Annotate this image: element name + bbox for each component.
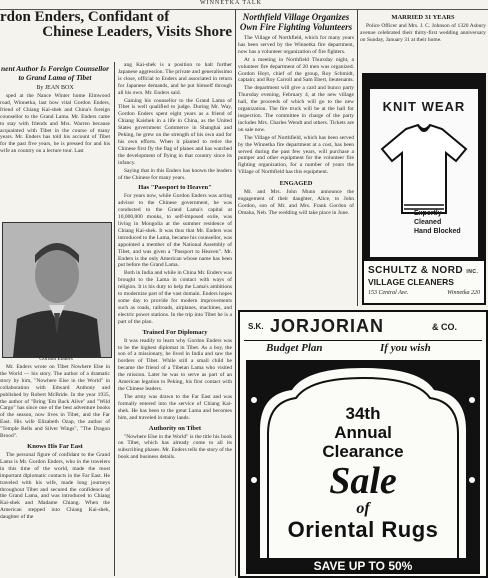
- paragraph: It was readily to learn why Gordon Enders was to be the highest diplomat in Tibet. As a boy, the son of a missionary, he lived in India and saw the borders of Tibet. While still a small child he became the friend of a Tibetan Lama who visited the mission. Later he was to serve as part of an American legation to Peking, his first contact with the Chinese leaders.: [118, 337, 232, 392]
- paragraph: ang Kai-shek is a position to halt further Japanese aggression. The private and generalissimo is close, official to Enders and associated in return for Japanese demands, and he put himself through all his own. Mr. Enders said.: [118, 62, 232, 96]
- rug-ad-brand: JORJORIAN: [270, 316, 385, 336]
- subhead-far-east: Knows His Far East: [27, 442, 83, 450]
- subhead-authority: Authority on Tibet: [148, 424, 202, 432]
- paragraph: "Nowhere Else in the World" is the title his book on Tibet, which has already come to all its subscribing phases. Mr. Enders tells the story of the book and business details.: [118, 433, 232, 461]
- sweater-icon: [370, 121, 478, 221]
- rug-ad-bottom: SAVE UP TO 50%: [246, 558, 480, 574]
- subhead-diplomacy: Trained For Diplomacy: [142, 328, 208, 336]
- paragraph: Gaining his counsellor to the Grand Lama of Tibet is well qualified to judge. During Mr. Way, Gordon Enders spent eight years as a friend of Chiang Kaishek in a life in China, as the United States government Commerce in Shanghai and Peking, he grew on the strength of his own and for his own efforts. When it planted to retire the Chinese first fly the flag of planes and has watched the development of flying in that country since its infancy.: [118, 97, 232, 166]
- company-line-2: VILLAGE CLEANERS: [368, 277, 454, 287]
- paragraph: The army was drawn to the Far East and was formally entered into the service of Chiang Kai-shek. He has been to the great Lama and becomes him, and traveled in many lands.: [118, 393, 232, 421]
- paragraph: The Village of Northfield, which for many years has been served by the Winnetka fire department, now has a volunteer organization of fire fighters.: [238, 35, 354, 55]
- headline-line-2: Chinese Leaders, Visits Shore: [42, 24, 232, 40]
- married-head: MARRIED 31 YEARS: [391, 14, 455, 21]
- main-article-col-1b: [0, 364, 110, 576]
- rug-ad-line-2: Annual: [334, 423, 392, 442]
- paragraph: For years now, while Gordon Enders was acting advisor to the Chinese government, he was conducted to the Grand Lama's capital at 10,000,000 monks, to self-imposed exile, was living in Mongolia at the summer residence of Chiang Kai-shek. It was thus that Mr. Enders was introduced to the Lama, became his counsellor, was appointed a member of the National Assembly of Tibet, and was given a "Passport to Heaven". Mr. Enders is the only American whose name has been put before the Grand Lama.: [118, 193, 232, 269]
- rug-ad-subheader: [244, 342, 482, 358]
- knit-ad-title: KNIT WEAR: [382, 99, 466, 114]
- knit-ad-dark-panel: [364, 75, 484, 261]
- oriental-rugs-ad: [238, 310, 488, 578]
- company-suffix: INC.: [466, 269, 479, 275]
- photo-caption: Gordon Enders: [39, 356, 73, 362]
- column-rule: [235, 10, 236, 576]
- knit-ad-contact: [368, 290, 480, 296]
- rug-ad-header: [244, 316, 482, 341]
- masthead: [0, 0, 488, 10]
- paragraph: sped at the Nance Winter home Elmwood road, Winnetka, last how vital Gordon Enders, friend of Chiang Kai-shek and China's foreign counsellor to the Grand Lama. Mr. Enders came to stay with friends and Mrs. Warren because acquainted with Tibet in the course of many years. Mr. Enders has told his account of Tibet for the past five years, he is pressed for and his wife an country on a lecture tour. Last: [0, 93, 110, 155]
- paragraph: Police Officer and Mrs. J. C. Johnson of 1320 Asbury avenue celebrated their thirty-first wedding anniversary on Sunday, January 31 at their home.: [360, 23, 486, 43]
- northfield-article: [238, 12, 354, 312]
- main-headline-block: [0, 10, 232, 58]
- knit-ad-illustration-panel: [370, 89, 478, 257]
- northfield-headline: Northfield Village Organizes Own Fire Fighting Volunteers: [239, 12, 353, 32]
- paragraph: Mr. Enders wrote on Tibet Nowhere Else in the World — his story. The author of a dramatic story by him, "Nowhere Else in the World" in collaboration with Edward Anthony and published by Robert McBride. In the year 1935, the author of "Bring 'Em Back Alive" and "Wild Cargo" has since one of the best adventure books of the season, now lives in Tibet, and the Far East. His wife Elizabeth Ozap, the author of "Temple Bells and Silver Wings", "The Dragon Brood".: [0, 364, 110, 440]
- rug-ad-copy: [270, 404, 456, 543]
- column-rule: [114, 62, 115, 576]
- knit-wear-ad: [362, 73, 486, 305]
- rug-ad-brand-suffix: & CO.: [432, 322, 458, 332]
- main-article-col-2: [118, 62, 232, 576]
- paragraph: Both in India and while in China Mr. Enders was brought to the Lama in contact with ways of religion. It is his duty to help the Lama's ambitions to modernize part of the vast domain. Enders hopes some day to provide for modern improvements such as roads, railroads, airplanes, machines, and electric power stations. In the trip into Tibet he is a part of the plan.: [118, 270, 232, 325]
- company-address: 153 Central Ave.: [368, 290, 409, 296]
- rug-ad-initials: S.K.: [248, 322, 264, 331]
- paragraph: Mr. and Mrs. John Munn announce the engagement of their daughter, Alice, to John Gordon, son of Mr. and Mrs. Frank Gordon of Omaha, Neb. The wedding will take place in June.: [238, 189, 354, 216]
- col1-text: [0, 93, 110, 155]
- knit-ad-line-3: Hand Blocked: [414, 228, 461, 235]
- rug-ad-line-1: 34th: [345, 404, 381, 423]
- knit-ad-copy: [414, 209, 476, 236]
- company-name: SCHULTZ & NORD: [368, 265, 464, 276]
- portrait-illustration: [3, 223, 111, 357]
- rug-ad-line-3: Clearance: [322, 442, 404, 461]
- paragraph: The department will give a card and bunco party Thursday evening, February 4, at the new village hall, the proceeds of which will go to the new organization. The fire truck will be at the hall for inspection. The committee in charge of the party includes Mrs. Charles Wendt and others. Tickets are on sale now.: [238, 85, 354, 133]
- gordon-enders-photo: [2, 222, 112, 358]
- column-rule: [357, 10, 358, 306]
- knit-ad-line-2: Cleaned: [414, 219, 442, 226]
- masthead-title: WINNETKA TALK: [200, 0, 262, 6]
- engaged-head: ENGAGED: [279, 180, 313, 188]
- married-notice: [360, 12, 486, 72]
- rug-ad-budget: Budget Plan: [266, 342, 323, 354]
- main-deck: nent Author Is Foreign Counsellor to Grand Lama of Tibet: [0, 64, 110, 82]
- knit-ad-line-1: Expertly: [414, 210, 442, 217]
- rug-ad-line-4: Sale: [329, 460, 397, 502]
- rug-ad-line-6: Oriental Rugs: [287, 517, 439, 542]
- company-phone: Winnetka 220: [447, 290, 480, 296]
- paragraph: The Village of Northfield, which has been served by the Winnetka fire department at a cost, has been served during the past few years, will purchase a pumper and other equipment for the volunteer fire fighting organization, for a number of years the Village of Northfield has this equipment.: [238, 134, 354, 176]
- rug-ad-if-you-wish: If you wish: [380, 342, 431, 354]
- subhead-passport: Has "Passport to Heaven": [138, 184, 212, 192]
- main-article-col-1: [0, 62, 110, 222]
- rug-ad-line-5: of: [356, 500, 370, 517]
- paragraph: The personal figure of confidant to the Grand Lama is Mr. Gordon Enders, who in the travelers in this time of the world, made the most important diplomatic contacts in the Far East. He traveled with his wife, made long journeys throughout Tibet and secured the confidence of the Grand Lama, and was introduced to Chiang Kai-shek and Madame Chiang. When the American stepped into Chiang Kai-shek, daughter of the: [0, 451, 110, 521]
- byline: By JEAN BOX: [36, 85, 74, 91]
- headline-line-1: rdon Enders, Confidant of: [0, 10, 170, 25]
- rug-ad-frame: [246, 360, 480, 574]
- paragraph: Saying that in this Enders has known the leaders of the Chinese for many years.: [118, 167, 232, 181]
- paragraph: At a meeting in Northfield Thursday night, a volunteer fire department of 20 men was organized. Gordon Hoyt, chief of the group, Roy Schmidt, captain; and Roy Carroll and Sam Ebert, lieutenants.: [238, 56, 354, 84]
